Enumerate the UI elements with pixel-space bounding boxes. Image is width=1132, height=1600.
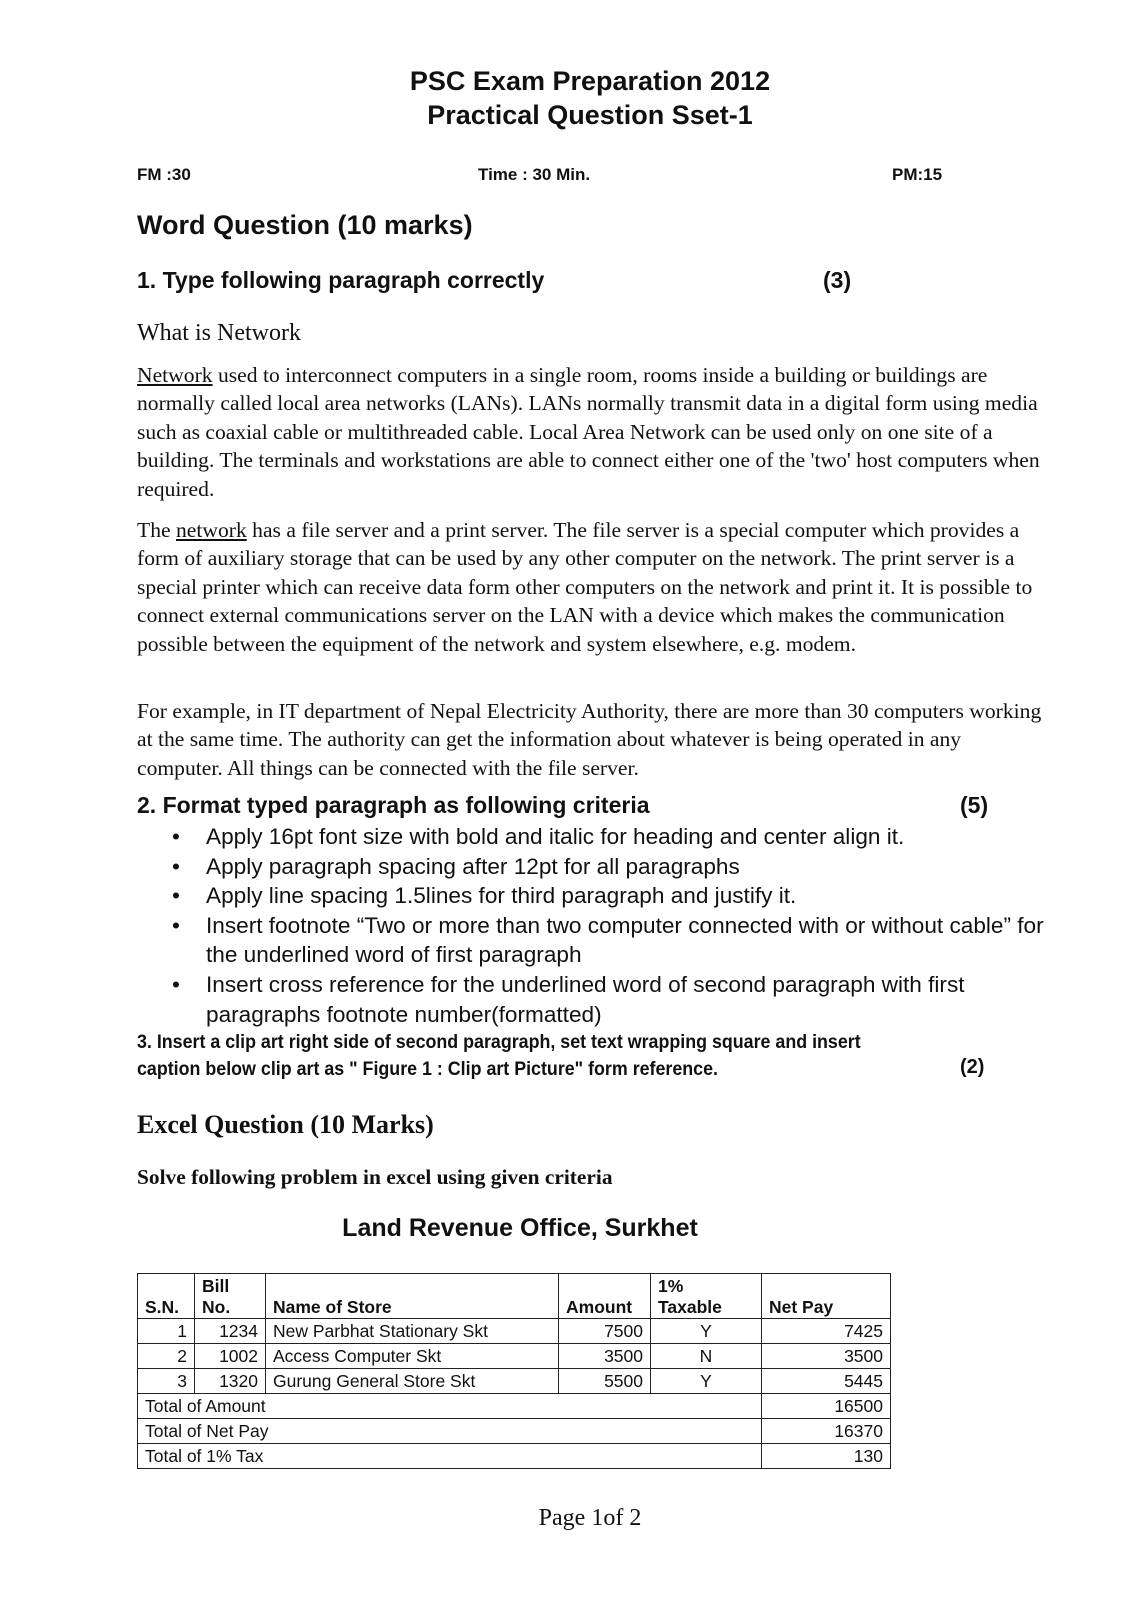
table-row: [138, 1319, 891, 1344]
question-3-text: 3. Insert a clip art right side of second paragraph, set text wrapping square and insert caption below clip art as " Figure 1 : Clip art Picture" form reference.: [137, 1031, 861, 1080]
total-row: [138, 1419, 891, 1444]
bullet-icon: •: [172, 883, 180, 909]
bullet-icon: •: [172, 971, 180, 997]
page-subtitle: Practical Question Sset-1: [427, 100, 753, 130]
cell-amount: 3500: [559, 1344, 651, 1369]
total-value: 130: [762, 1444, 891, 1469]
cell-bill: 1320: [195, 1369, 266, 1394]
cell-amount: 5500: [559, 1369, 651, 1394]
cell-name: Access Computer Skt: [266, 1344, 559, 1369]
paragraph-2-text: has a file server and a print server. The file server is a special computer which provides a form of auxiliary storage that can be used by any other computer on the network. The print server is a special printer which can receive data form other computers on the network and print it. It is possible to connect external communications server on the LAN with a device which makes the communication possible between the equipment of the network and system elsewhere, e.g. modem.: [137, 518, 1033, 656]
underlined-word-network-2: network: [175, 518, 247, 542]
cell-sn: 1: [138, 1319, 195, 1344]
column-header-name: Name of Store: [266, 1274, 559, 1319]
list-item: [172, 852, 1052, 882]
cell-sn: 2: [138, 1344, 195, 1369]
bill-header-line1: Bill: [202, 1276, 230, 1296]
bullet-icon: •: [172, 824, 180, 849]
table-row: [138, 1344, 891, 1369]
column-header-amount: Amount: [559, 1274, 651, 1319]
tax-header-line2: Taxable: [658, 1297, 722, 1317]
question-1-text: 1. Type following paragraph correctly: [137, 267, 545, 293]
column-header-net-pay: Net Pay: [762, 1274, 891, 1319]
cell-taxable: Y: [651, 1319, 762, 1344]
column-header-taxable: [651, 1274, 762, 1319]
criteria-text: Apply 16pt font size with bold and italic for heading and center align it.: [206, 824, 905, 849]
table-title: Land Revenue Office, Surkhet: [342, 1214, 698, 1242]
cell-taxable: Y: [651, 1369, 762, 1394]
cell-bill: 1002: [195, 1344, 266, 1369]
total-row: [138, 1444, 891, 1469]
cell-name: New Parbhat Stationary Skt: [266, 1319, 559, 1344]
time-limit: Time : 30 Min.: [478, 165, 591, 184]
table-row: [138, 1369, 891, 1394]
total-label: Total of Net Pay: [138, 1419, 762, 1444]
revenue-table: [137, 1273, 891, 1469]
criteria-text: Insert footnote “Two or more than two computer connected with or without cable” for the underlined word of first paragraph: [206, 912, 1044, 968]
bill-header-line2: No.: [202, 1297, 231, 1317]
excel-section-heading: Excel Question (10 Marks): [137, 1110, 434, 1139]
paragraph-3: For example, in IT department of Nepal Electricity Authority, there are more than 30 computers working at the same time. The authority can get the information about whatever is being operated in any computer. All things can be connected with the file server.: [137, 699, 1042, 780]
passage-title: What is Network: [137, 320, 301, 346]
total-label: Total of 1% Tax: [138, 1444, 762, 1469]
pass-marks: PM:15: [892, 165, 943, 184]
list-item: [172, 911, 1052, 970]
cell-net: 3500: [762, 1344, 891, 1369]
cell-bill: 1234: [195, 1319, 266, 1344]
paragraph-2: [137, 516, 1049, 658]
paragraph-1-text: used to interconnect computers in a single room, rooms inside a building or buildings are normally called local area networks (LANs). LANs normally transmit data in a digital form using media such as coaxial cable or multithreaded cable. Local Area Network can be used only on one site of a building. The terminals and workstations are able to connect either one of the 'two' host computers when required.: [137, 363, 1040, 501]
page-title: PSC Exam Preparation 2012: [409, 66, 771, 96]
question-1-marks: (3): [823, 267, 852, 293]
cell-amount: 7500: [559, 1319, 651, 1344]
full-marks: FM :30: [137, 165, 191, 184]
list-item: [172, 822, 1052, 852]
cell-taxable: N: [651, 1344, 762, 1369]
criteria-list: [172, 822, 1052, 1029]
question-2-marks: (5): [960, 792, 989, 818]
underlined-word-network: Network: [137, 363, 213, 387]
column-header-bill: [195, 1274, 266, 1319]
column-header-sn: S.N.: [138, 1274, 195, 1319]
page-number: Page 1of 2: [538, 1505, 642, 1531]
criteria-text: Apply paragraph spacing after 12pt for all paragraphs: [206, 853, 740, 879]
criteria-text: Insert cross reference for the underlined word of second paragraph with first paragraphs footnote number(formatted): [206, 971, 965, 1027]
total-label: Total of Amount: [138, 1394, 762, 1419]
question-3-marks: (2): [960, 1056, 985, 1078]
bullet-icon: •: [172, 853, 180, 879]
criteria-text: Apply line spacing 1.5lines for third paragraph and justify it.: [206, 883, 797, 909]
list-item: [172, 881, 1052, 911]
cell-sn: 3: [138, 1369, 195, 1394]
table-header-row: [138, 1274, 891, 1319]
question-2-text: 2. Format typed paragraph as following criteria: [137, 792, 650, 818]
excel-instruction: Solve following problem in excel using given criteria: [137, 1165, 613, 1189]
total-value: 16370: [762, 1419, 891, 1444]
cell-net: 5445: [762, 1369, 891, 1394]
cell-name: Gurung General Store Skt: [266, 1369, 559, 1394]
tax-header-line1: 1%: [658, 1276, 684, 1296]
list-item: [172, 970, 1052, 1029]
paragraph-2-lead: The: [137, 518, 176, 542]
total-value: 16500: [762, 1394, 891, 1419]
bullet-icon: •: [172, 912, 180, 938]
total-row: [138, 1394, 891, 1419]
cell-net: 7425: [762, 1319, 891, 1344]
word-section-heading: Word Question (10 marks): [137, 210, 473, 240]
paragraph-1: [137, 361, 1049, 503]
